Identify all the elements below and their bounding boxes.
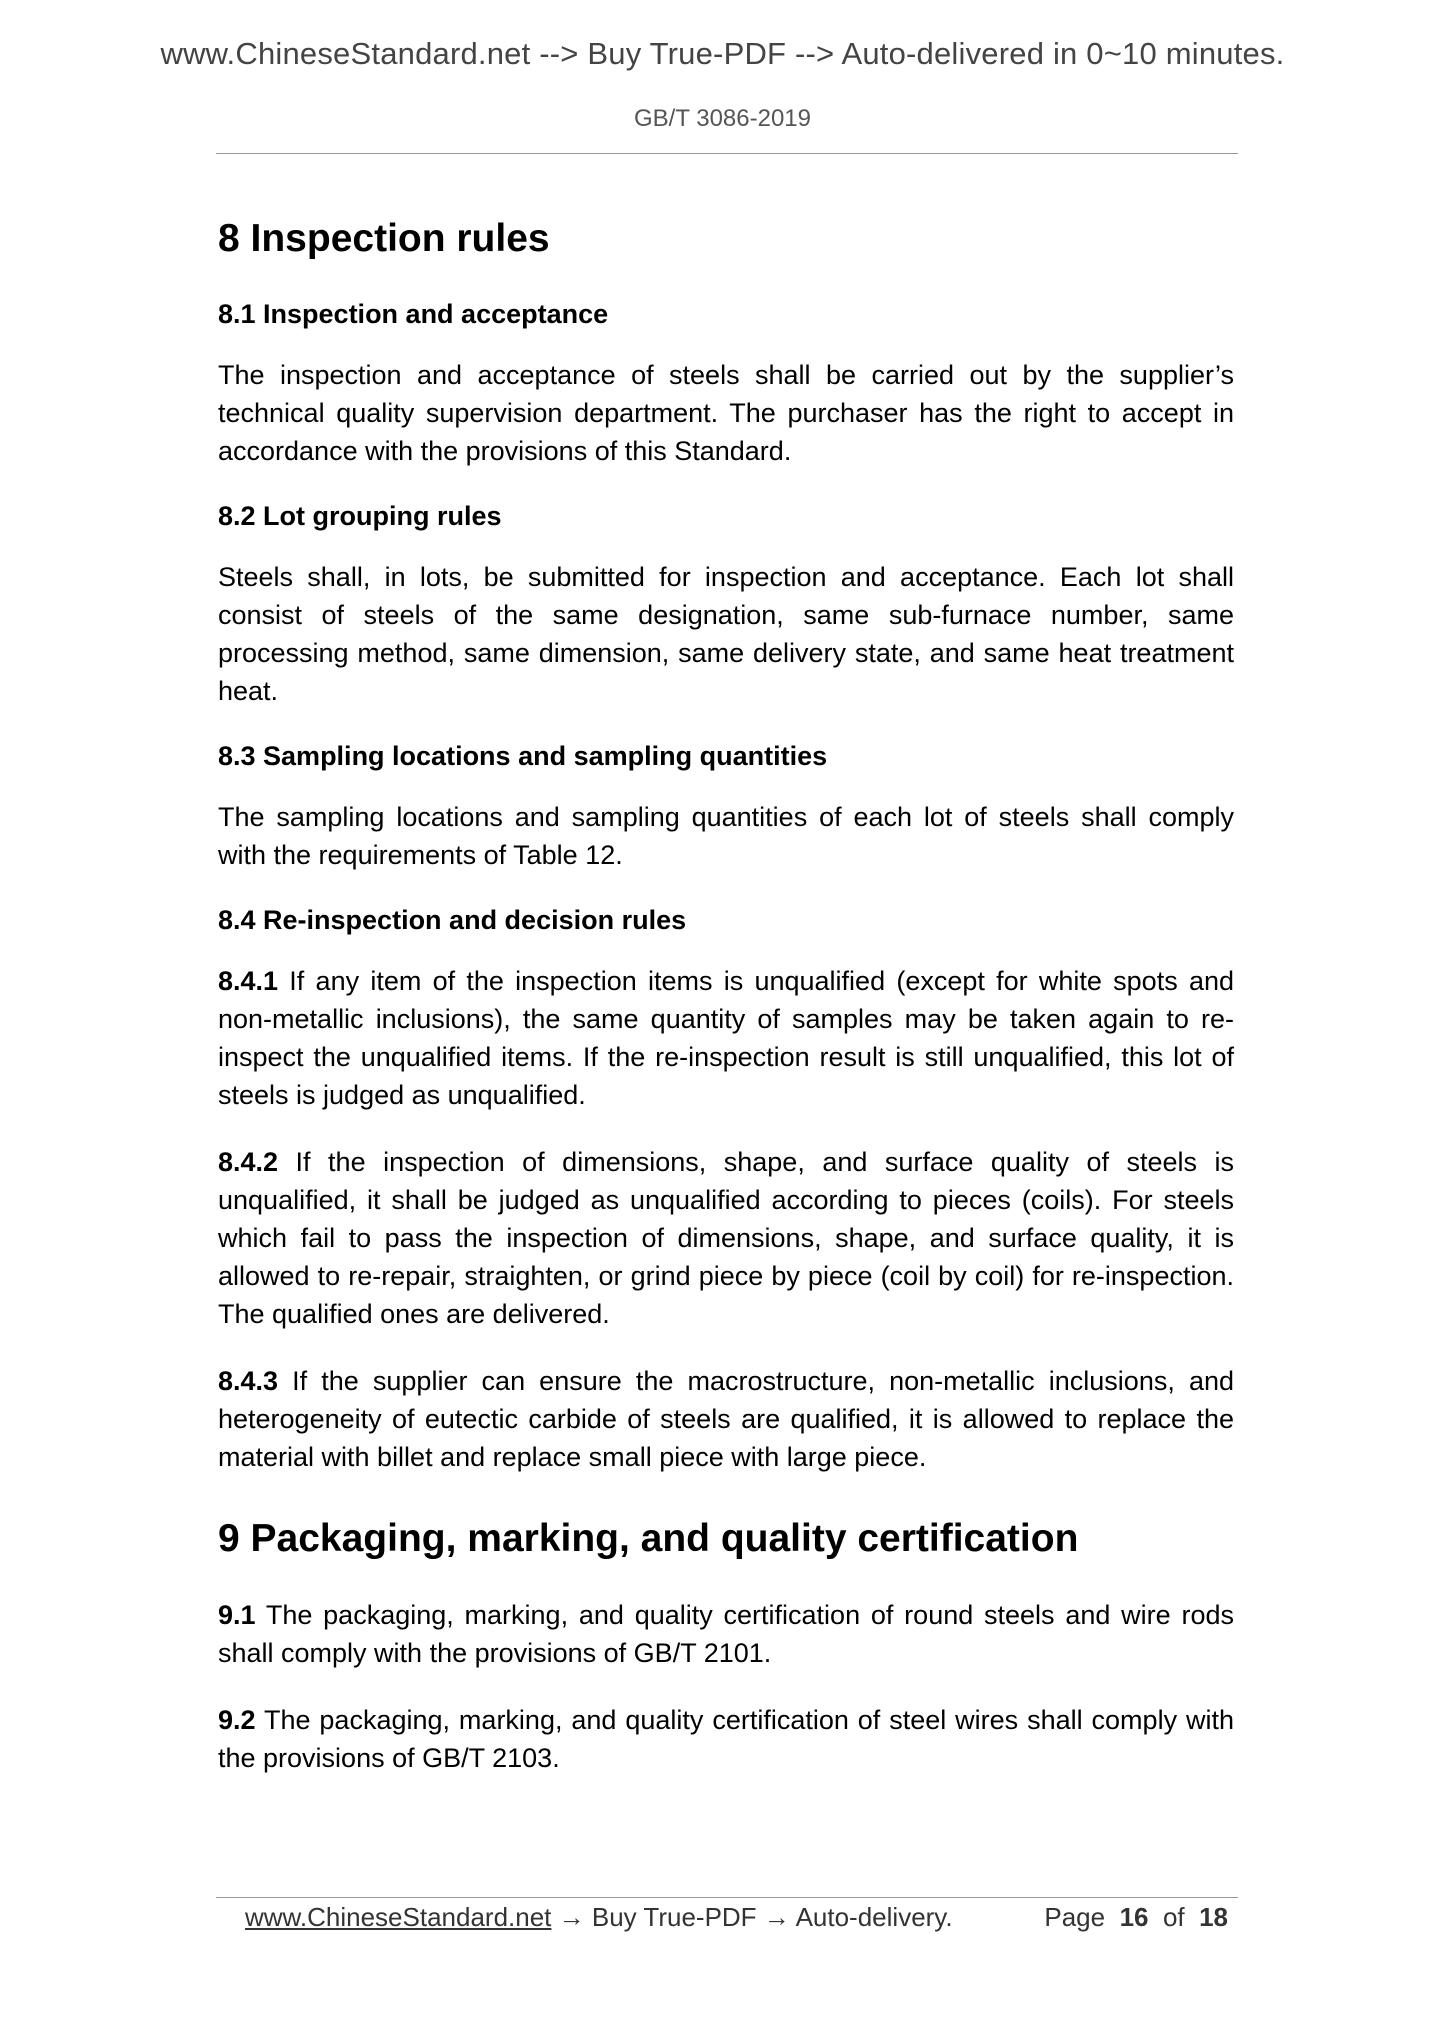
section-8-3-text: The sampling locations and sampling quantities of each lot of steels shall comply with the requirements of Table 12. [218, 802, 1234, 870]
page-content [218, 210, 1234, 1777]
page-label: Page [1044, 1902, 1106, 1932]
of-label: of [1162, 1902, 1185, 1932]
section-9-1-paragraph [218, 1596, 1234, 1672]
top-banner: www.ChineseStandard.net --> Buy True-PDF --> Auto-delivered in 0~10 minutes. [160, 36, 1285, 71]
section-8-title: 8 Inspection rules [218, 217, 550, 260]
section-8-4-1-text: If any item of the inspection items is unqualified (except for white spots and non-metallic inclusions), the same quantity of samples may be taken again to re-inspect the unqualified items. If the re-inspection result is still unqualified, this lot of steels is judged as unqualified. [218, 966, 1234, 1110]
section-8-4-2-text: If the inspection of dimensions, shape, and surface quality of steels is unqualified, it shall be judged as unqualified according to pieces (coils). For steels which fail to pass the inspection of dimensions, shape, and surface quality, it is allowed to re-repair, straighten, or grind piece by piece (coil by coil) for re-inspection. The qualified ones are delivered. [218, 1147, 1234, 1329]
section-8-2-title: 8.2 Lot grouping rules [218, 501, 502, 531]
current-page: 16 [1119, 1902, 1149, 1932]
footer-promo [245, 1902, 953, 1933]
section-8-3-title: 8.3 Sampling locations and sampling quantities [218, 741, 828, 771]
section-9-2-number: 9.2 [218, 1705, 256, 1735]
footer-site-link[interactable]: www.ChineseStandard.net [245, 1902, 552, 1932]
total-pages: 18 [1199, 1902, 1228, 1932]
section-8-4-3-text: If the supplier can ensure the macrostructure, non-metallic inclusions, and heterogeneity of eutectic carbide of steels are qualified, it is allowed to replace the material with billet and replace small piece with large piece. [218, 1366, 1234, 1472]
section-9-title: 9 Packaging, marking, and quality certification [218, 1517, 1079, 1560]
section-8-1-text: The inspection and acceptance of steels shall be carried out by the supplier’s technical quality supervision department. The purchaser has the right to accept in accordance with the provisions of this Standard. [218, 360, 1234, 466]
section-9-1-text: The packaging, marking, and quality certification of round steels and wire rods shall comply with the provisions of GB/T 2101. [218, 1600, 1234, 1668]
section-8-4-title: 8.4 Re-inspection and decision rules [218, 905, 687, 935]
document-id: GB/T 3086-2019 [633, 105, 811, 132]
header-divider [216, 153, 1238, 154]
footer-promo-text: → Buy True-PDF → Auto-delivery. [551, 1902, 953, 1932]
section-9-2-text: The packaging, marking, and quality certification of steel wires shall comply with the provisions of GB/T 2103. [218, 1705, 1234, 1773]
page-indicator [1044, 1902, 1228, 1933]
section-8-4-2-paragraph [218, 1143, 1234, 1333]
section-8-4-2-number: 8.4.2 [218, 1147, 279, 1177]
section-9-2-paragraph [218, 1701, 1234, 1777]
section-8-4-3-paragraph [218, 1362, 1234, 1476]
section-8-2-text: Steels shall, in lots, be submitted for inspection and acceptance. Each lot shall consist of steels of the same designation, same sub-furnace number, same processing method, same dimension, same delivery state, and same heat treatment heat. [218, 562, 1234, 706]
footer-divider [216, 1897, 1238, 1898]
section-8-4-1-paragraph [218, 962, 1234, 1114]
section-8-4-1-number: 8.4.1 [218, 966, 279, 996]
section-8-1-title: 8.1 Inspection and acceptance [218, 299, 609, 329]
section-8-4-3-number: 8.4.3 [218, 1366, 279, 1396]
section-9-1-number: 9.1 [218, 1600, 256, 1630]
